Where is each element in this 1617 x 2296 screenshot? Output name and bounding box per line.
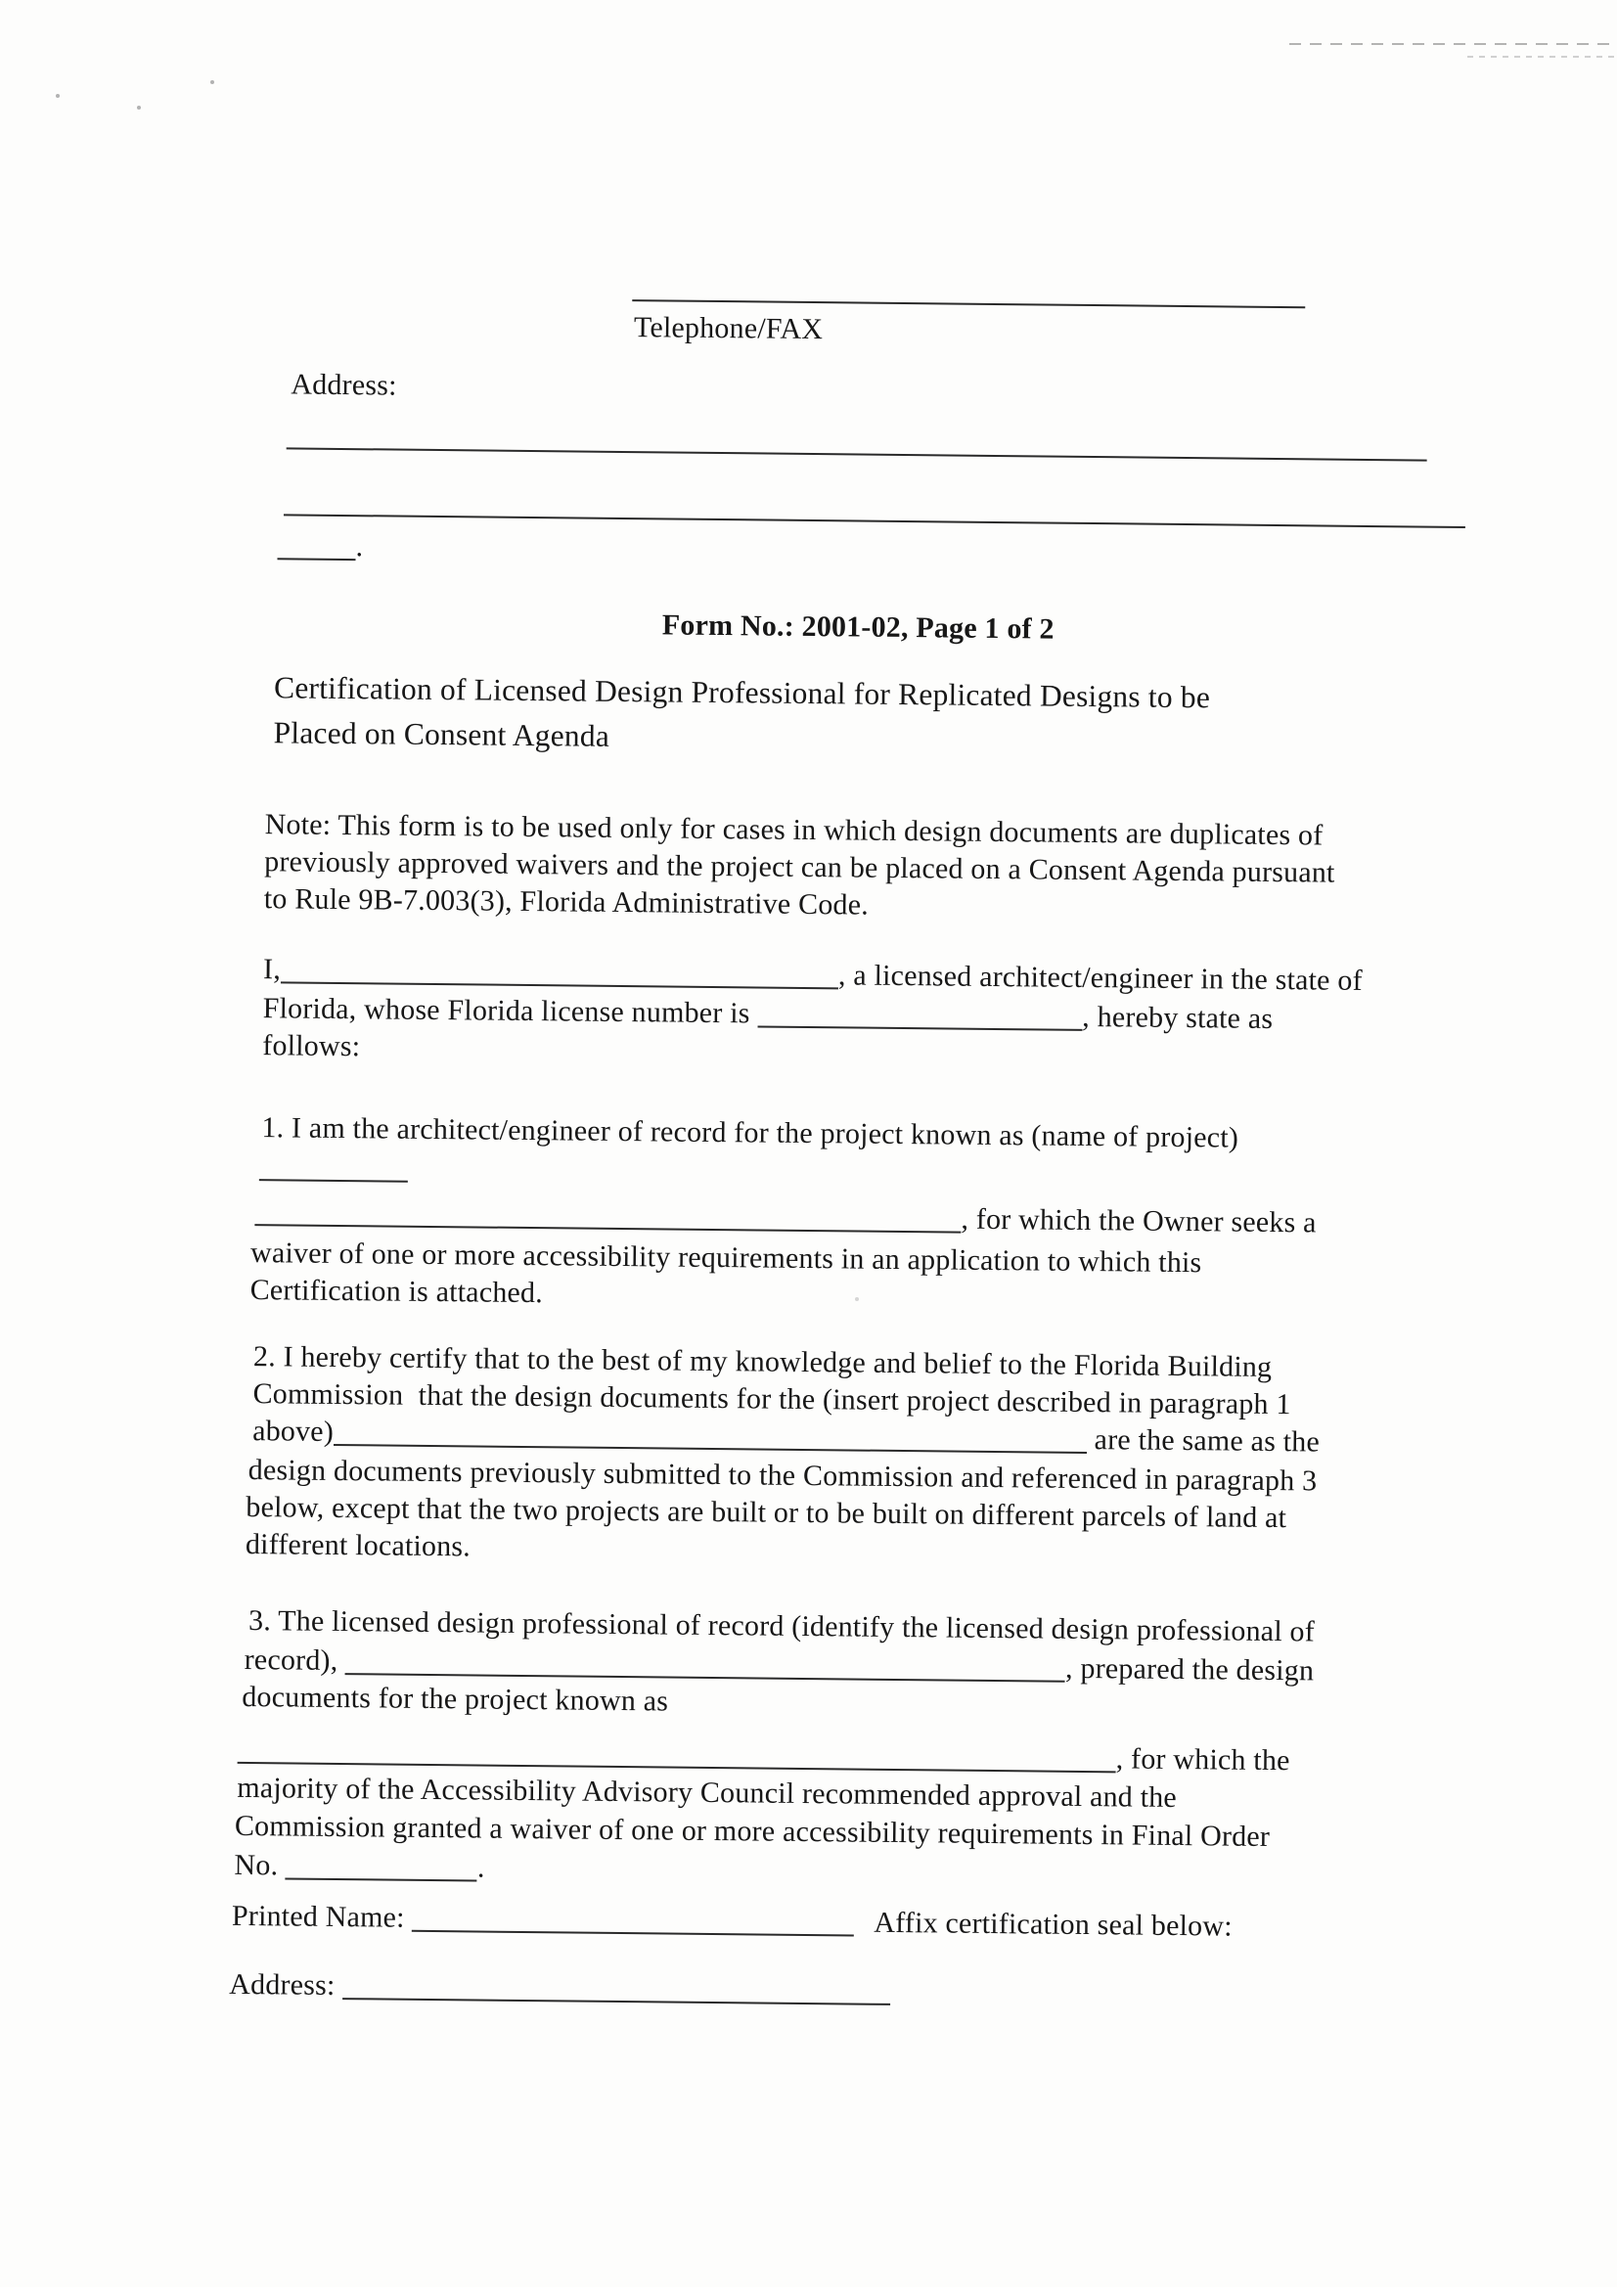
declaration-line-3: follows: (262, 1029, 361, 1063)
item2-line-4: design documents previously submitted to the Commission and referenced in paragraph 3 (247, 1454, 1318, 1498)
item2-line-6: different locations. (245, 1528, 472, 1563)
note-line-2: previously approved waivers and the project can be placed on a Consent Agenda pursuant (264, 845, 1335, 889)
item1-line-1: 1. I am the architect/engineer of record for the project known as (name of project) (261, 1111, 1239, 1154)
item3-line-6: Commission granted a waiver of one or more accessibility requirements in Final Order (234, 1809, 1271, 1853)
item1-line-4: waiver of one or more accessibility requirements in an application to which this (249, 1237, 1202, 1280)
item1-line-5: Certification is attached. (249, 1274, 544, 1310)
address-blank-line-1 (287, 447, 1427, 461)
item3-line-7 (234, 1847, 485, 1886)
declaration-text: Florida, whose Florida license number is (262, 992, 758, 1030)
item1-line-2 (259, 1148, 408, 1187)
blank-field (277, 528, 355, 561)
project-name-blank-short (259, 1149, 408, 1183)
item3-text: . (476, 1851, 485, 1884)
footer-address-blank-field (342, 1968, 890, 2005)
declaration-text: , hereby state as (1082, 1000, 1274, 1035)
address-blank-line-2 (284, 514, 1465, 528)
item3-line-1: 3. The licensed design professional of record (identify the licensed design professional of (247, 1604, 1316, 1648)
declaration-line-2 (263, 990, 1274, 1037)
form-title-line-1: Certification of Licensed Design Professional for Replicated Designs to be (273, 670, 1211, 715)
form-number: Form No.: 2001-02, Page 1 of 2 (661, 608, 1055, 646)
declaration-text: , a licensed architect/engineer in the state of (837, 959, 1363, 997)
footer-address-row (229, 1966, 890, 2009)
form-title-line-2: Placed on Consent Agenda (273, 715, 610, 753)
final-order-number-blank-field (286, 1848, 477, 1881)
item3-text: , prepared the design (1064, 1651, 1315, 1688)
license-number-blank-field (757, 996, 1082, 1030)
telephone-fax-label: Telephone/FAX (633, 311, 824, 346)
affix-seal-label: Affix certification seal below: (874, 1906, 1233, 1943)
item2-line-5: below, except that the two projects are built or to be built on different parcels of land at (246, 1491, 1287, 1535)
item2-line-2: Commission that the design documents for the (insert project described in paragraph 1 (252, 1377, 1291, 1421)
project-description-blank-field (334, 1415, 1087, 1454)
printed-name-row (232, 1898, 1233, 1945)
item1-line-3 (254, 1193, 1317, 1240)
footer-address-label: Address: (229, 1967, 343, 2003)
item2-text: above) (251, 1415, 335, 1448)
name-blank-field (281, 952, 838, 989)
item2-line-1: 2. I hereby certify that to the best of my knowledge and belief to the Florida Building (252, 1340, 1273, 1383)
address-label: Address: (291, 368, 397, 402)
note-line-3: to Rule 9B-7.003(3), Florida Administrative Code. (263, 882, 870, 922)
item3-line-3: documents for the project known as (242, 1680, 669, 1718)
item3-text: , for which the (1115, 1742, 1290, 1778)
address-blank-short (277, 527, 363, 564)
item3-text: No. (234, 1848, 287, 1882)
item2-text: are the same as the (1086, 1423, 1321, 1459)
declaration-text: I, (262, 953, 282, 986)
item1-text: , for which the Owner seeks a (961, 1202, 1317, 1239)
project-name-blank-field (254, 1194, 961, 1234)
printed-name-blank-field (412, 1901, 854, 1937)
printed-name-label: Printed Name: (231, 1899, 413, 1934)
project-known-as-blank-field (238, 1733, 1116, 1773)
telephone-fax-line (632, 299, 1305, 308)
item3-line-5: majority of the Accessibility Advisory Council recommended approval and the (237, 1771, 1178, 1814)
design-professional-blank-field (345, 1643, 1065, 1683)
note-line-1: Note: This form is to be used only for cases in which design documents are duplicates of (264, 808, 1324, 852)
item3-text: record), (244, 1643, 346, 1678)
trailing-period: . (355, 530, 364, 563)
